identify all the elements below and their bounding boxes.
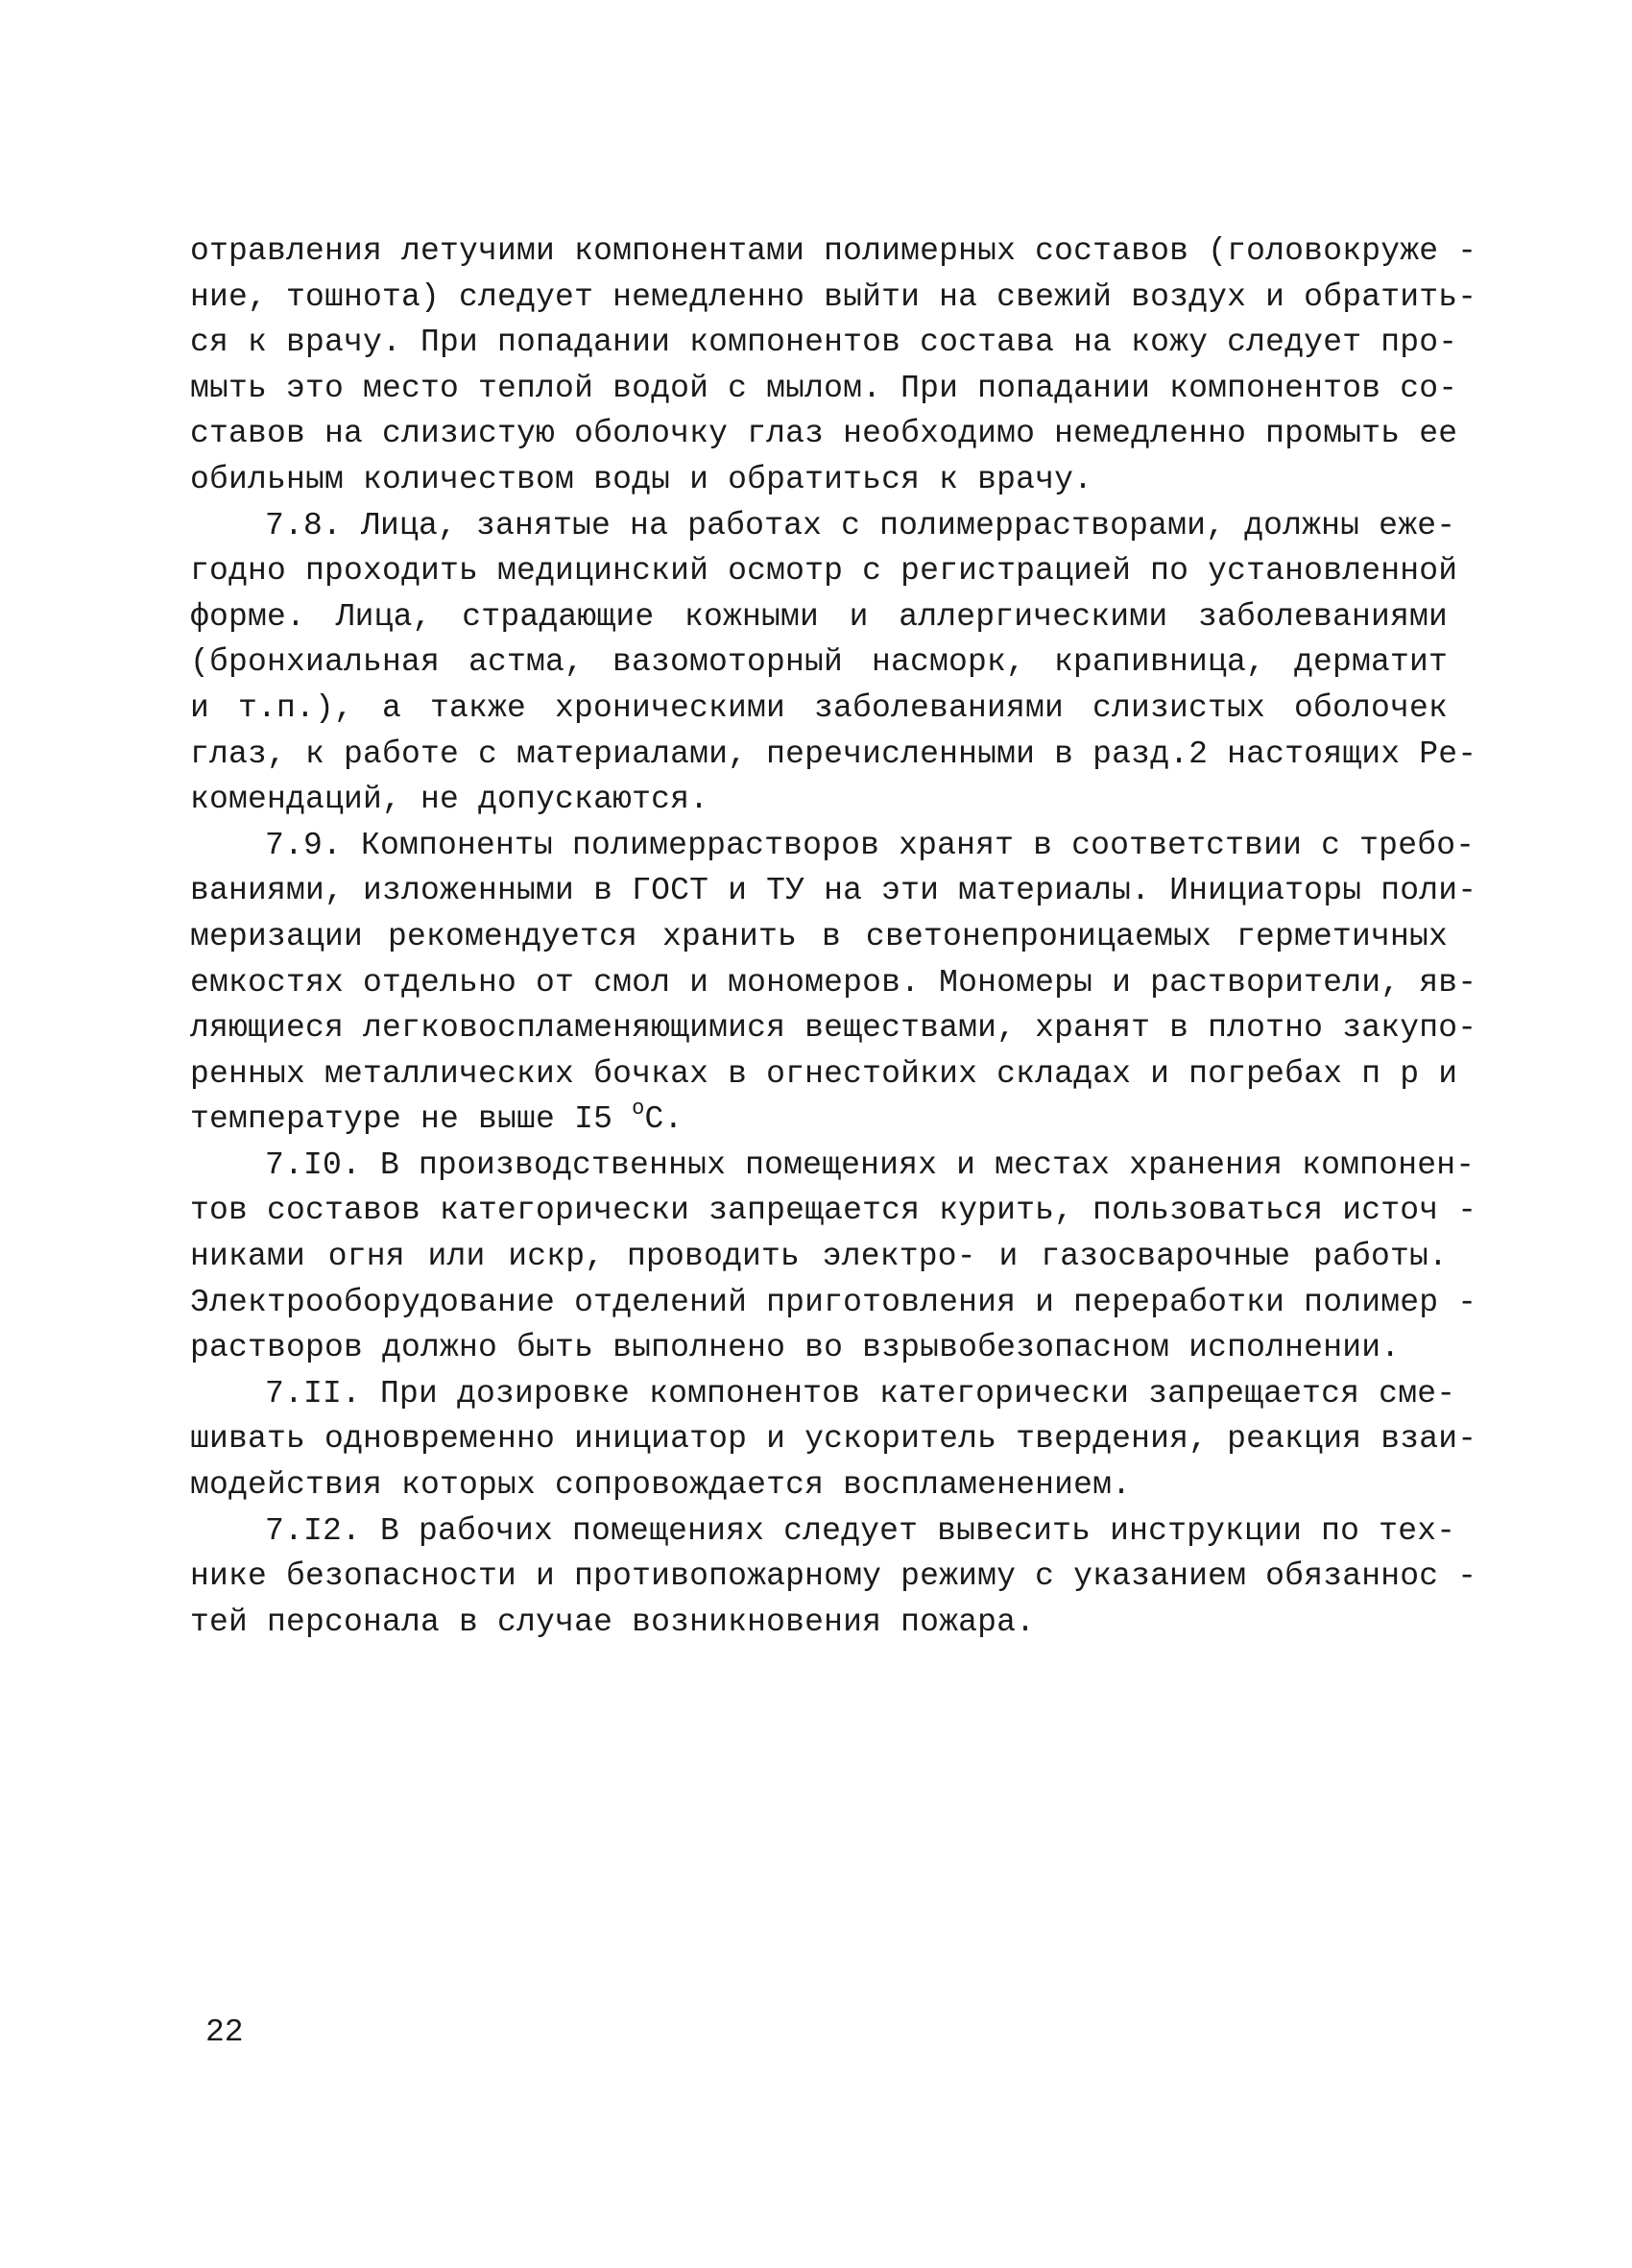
text-line: 7.8. Лица, занятые на работах с полимеррастворами, должны еже- — [265, 507, 1456, 543]
text-line — [190, 1097, 1448, 1143]
text-line: 7.I0. В производственных помещениях и местах хранения компонен- — [265, 1146, 1476, 1183]
text-line: и т.п.), а также хроническими заболеваниями слизистых оболочек — [190, 689, 1448, 726]
text-line: Электрооборудование отделений приготовления и переработки полимер - — [190, 1284, 1477, 1320]
text-line: модействия которых сопровождается воспламенением. — [190, 1467, 1132, 1504]
text-line: комендаций, не допускаются. — [190, 782, 709, 818]
text-line: (бронхиальная астма, вазомоторный насморк, крапивница, дерматит — [190, 644, 1448, 681]
text-line: никами огня или искр, проводить электро- и газосварочные работы. — [190, 1239, 1448, 1275]
text-line: ся к врачу. При попадании компонентов состава на кожу следует про- — [190, 325, 1458, 361]
page-number: 22 — [205, 2015, 244, 2050]
paragraph-7-11 — [190, 1371, 1477, 1508]
text-line: тей персонала в случае возникновения пожара. — [190, 1604, 1036, 1640]
text-line: мыть это место теплой водой с мылом. При попадании компонентов со- — [190, 370, 1458, 406]
text-line: 7.9. Компоненты полимеррастворов хранят в соответствии с требо- — [265, 827, 1476, 863]
text-line: годно проходить медицинский осмотр с регистрацией по установленной — [190, 553, 1458, 590]
text-line: емкостях отдельно от смол и мономеров. Мономеры и растворители, яв- — [190, 964, 1477, 1001]
text-line: нике безопасности и противопожарному режиму с указанием обязаннос - — [190, 1558, 1477, 1595]
temperature-unit: C. — [644, 1101, 684, 1138]
text-line: тов составов категорически запрещается курить, пользоваться источ - — [190, 1193, 1477, 1229]
paragraph-7-8 — [190, 503, 1477, 823]
text-line: ставов на слизистую оболочку глаз необходимо немедленно промыть ее — [190, 416, 1458, 452]
text-line: ние, тошнота) следует немедленно выйти на свежий воздух и обратить- — [190, 278, 1477, 315]
degree-sign: o — [632, 1097, 645, 1122]
text-line: форме. Лица, страдающие кожными и аллергическими заболеваниями — [190, 598, 1448, 635]
text-line: 7.II. При дозировке компонентов категорически запрещается сме- — [265, 1375, 1456, 1411]
text-line: растворов должно быть выполнено во взрывобезопасном исполнении. — [190, 1330, 1401, 1366]
paragraph-7-12 — [190, 1508, 1477, 1646]
paragraph-7-9 — [190, 823, 1477, 1143]
text-line: шивать одновременно инициатор и ускоритель твердения, реакция взаи- — [190, 1421, 1477, 1458]
text-line: обильным количеством воды и обратиться к врачу. — [190, 461, 1093, 497]
text-line: ренных металлических бочках в огнестойких складах и погребах п р и — [190, 1055, 1458, 1092]
text-line: ляющиеся легковоспламеняющимися веществами, хранят в плотно закупо- — [190, 1010, 1477, 1047]
text-line: глаз, к работе с материалами, перечисленными в разд.2 настоящих Ре- — [190, 736, 1477, 772]
text-line: отравления летучими компонентами полимерных составов (головокруже - — [190, 233, 1477, 269]
text-line: 7.I2. В рабочих помещениях следует вывесить инструкции по тех- — [265, 1512, 1456, 1549]
temperature-text: температуре не выше I5 — [190, 1101, 633, 1138]
text-line: меризации рекомендуется хранить в светонепроницаемых герметичных — [190, 918, 1448, 954]
text-line: ваниями, изложенными в ГОСТ и ТУ на эти материалы. Инициаторы поли- — [190, 873, 1477, 909]
body-text — [190, 229, 1477, 1645]
paragraph-7-10 — [190, 1143, 1477, 1371]
paragraph-continuation — [190, 229, 1477, 503]
